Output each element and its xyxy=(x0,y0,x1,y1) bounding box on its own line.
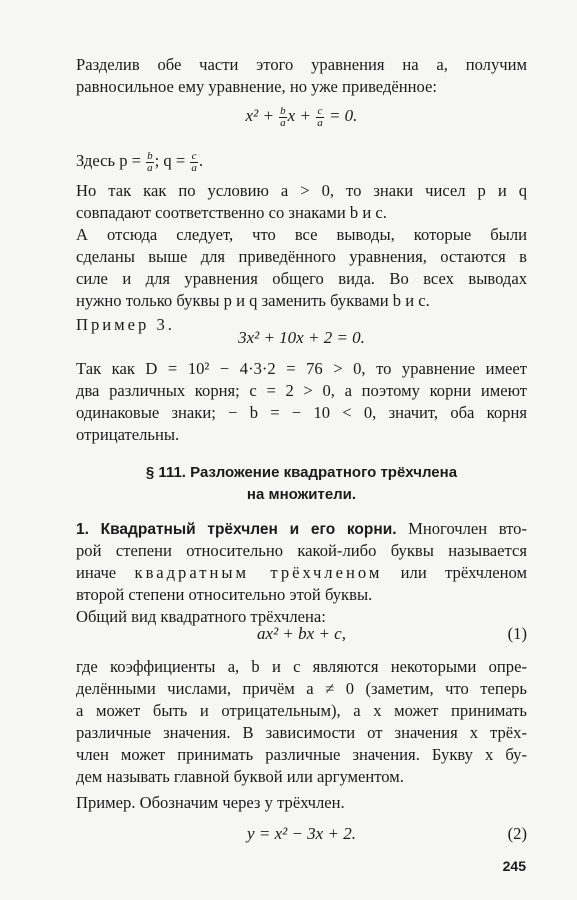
text-line: силе и для уравнения общего вида. Во всех выводах xyxy=(76,269,527,288)
text-line-definitions xyxy=(76,150,527,174)
text-line xyxy=(76,518,527,541)
emphasized-term: квадратным трёхчленом xyxy=(134,563,383,582)
subsection-title: 1. Квадратный трёхчлен и его корни. xyxy=(76,521,397,538)
text-line: отрицательны. xyxy=(76,425,180,444)
page-number: 245 xyxy=(502,858,526,874)
fraction-denominator: a xyxy=(147,161,153,174)
text-line: Но так как по условию a > 0, то знаки чисел p и q xyxy=(76,181,527,200)
text-line: два различных корня; c = 2 > 0, а поэтому корни имеют xyxy=(76,381,527,400)
text-line: сделаны выше для приведённого уравнения, остаются в xyxy=(76,247,527,266)
fraction-numerator: b xyxy=(280,104,286,117)
text-line: где коэффициенты a, b и c являются некоторыми опре- xyxy=(76,657,527,676)
formula-part: x + xyxy=(287,106,316,125)
fraction-numerator: c xyxy=(191,149,197,162)
text-line: нужно только буквы p и q заменить буквами b и c. xyxy=(76,291,430,310)
fraction xyxy=(146,151,154,174)
text-line: рой степени относительно какой-либо буквы называется xyxy=(76,541,527,560)
formula-example-3: 3x² + 10x + 2 = 0. xyxy=(238,328,365,347)
fraction-denominator: a xyxy=(191,161,197,174)
fraction-denominator: a xyxy=(317,116,323,129)
section-heading-cont: на множители. xyxy=(246,486,357,503)
text-part: Здесь p = xyxy=(76,151,146,170)
text-line: одинаковые знаки; − b = − 10 < 0, значит, оба корня xyxy=(76,403,527,422)
formula-part: = 0. xyxy=(324,106,358,125)
formula-general-trinomial: ax² + bx + c, xyxy=(257,624,346,643)
example-label: Пример 3. xyxy=(76,315,175,334)
text-line: делёнными числами, причём a ≠ 0 (заметим, что теперь xyxy=(76,679,527,698)
text-line: совпадают соответственно со знаками b и c. xyxy=(76,203,387,222)
text-line: Общий вид квадратного трёхчлена: xyxy=(76,607,326,626)
text-line: дем называть главной буквой или аргументом. xyxy=(76,767,404,786)
fraction-numerator: c xyxy=(317,104,323,117)
formula-example-trinomial: y = x² − 3x + 2. xyxy=(247,824,356,843)
fraction-denominator: a xyxy=(280,116,286,129)
text-line xyxy=(76,562,527,584)
text-part: иначе xyxy=(76,563,135,582)
section-heading: § 111. Разложение квадратного трёхчлена xyxy=(145,464,458,481)
fraction xyxy=(190,151,198,174)
formula-reduced-equation xyxy=(76,104,527,129)
text-line: a может быть и отрицательным), а x может принимать xyxy=(76,701,527,720)
text-part: или трёхчленом xyxy=(382,563,528,582)
text-part: Пример. Обозначим через y трёхчлен. xyxy=(76,793,345,812)
text-line: Так как D = 10² − 4·3·2 = 76 > 0, то уравнение имеет xyxy=(76,359,527,378)
text-part: ; q = xyxy=(154,151,190,170)
fraction xyxy=(279,106,287,129)
equation-number: (1) xyxy=(507,624,527,643)
fraction xyxy=(316,106,324,129)
text-line: член может принимать различные значения. Букву x бу- xyxy=(76,745,527,764)
text-line: равносильное ему уравнение, но уже приведённое: xyxy=(76,77,437,96)
text-line: второй степени относительно этой буквы. xyxy=(76,585,373,604)
fraction-numerator: b xyxy=(147,149,153,162)
example-line xyxy=(76,792,527,814)
formula-part: x² + xyxy=(245,106,279,125)
text-line: различные значения. В зависимости от значения x трёх- xyxy=(76,723,527,742)
text-part: Многочлен вто- xyxy=(396,519,528,538)
text-line: Разделив обе части этого уравнения на a, получим xyxy=(76,55,527,74)
equation-number: (2) xyxy=(507,824,527,843)
text-part: . xyxy=(198,151,204,170)
text-line: А отсюда следует, что все выводы, которые были xyxy=(76,225,527,244)
